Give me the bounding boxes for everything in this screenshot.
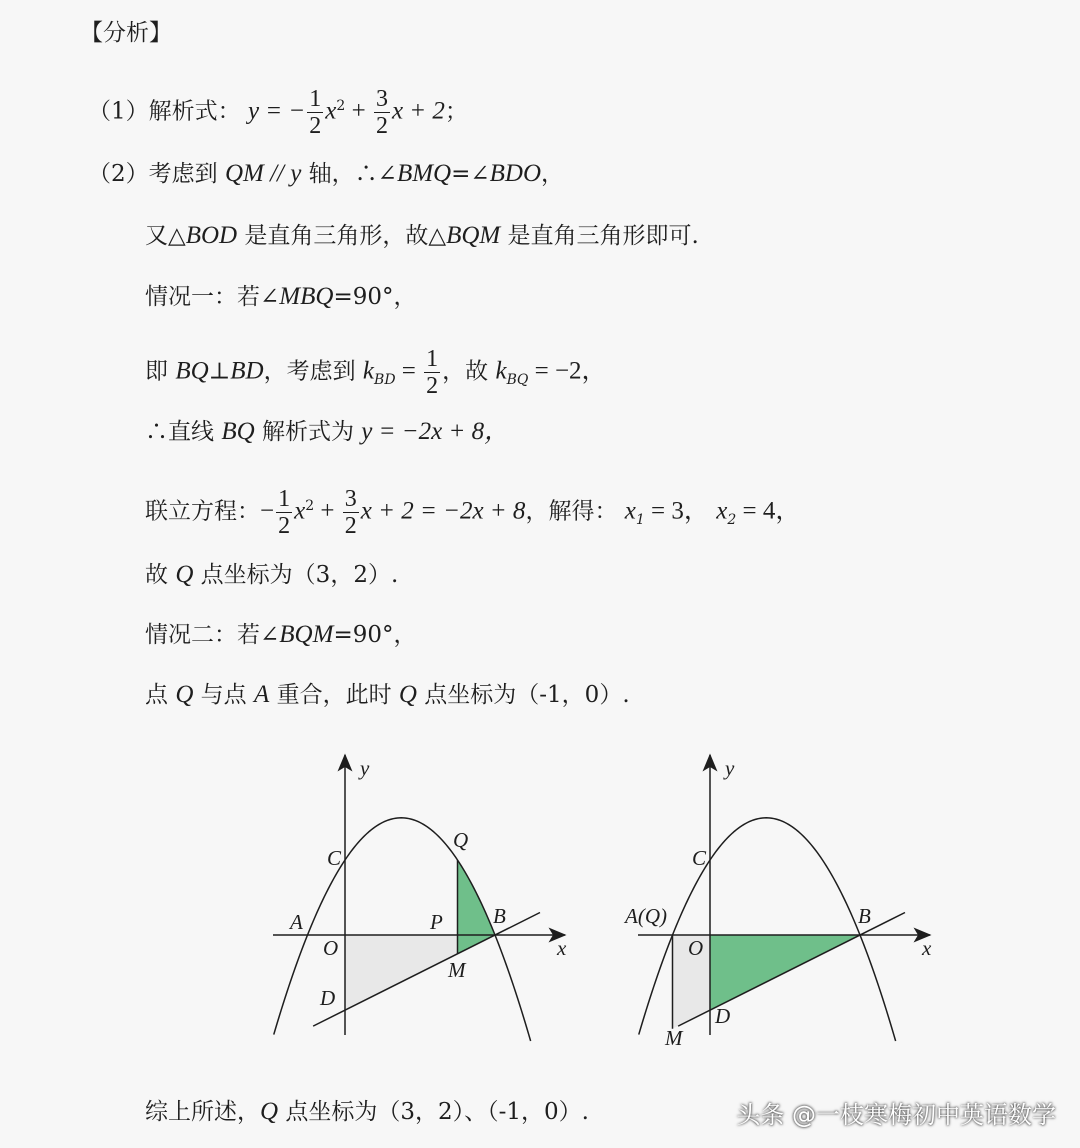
label-aq: A(Q) [625, 904, 667, 928]
figure-case-one [273, 755, 567, 1041]
label-o: O [688, 936, 704, 960]
figure-case-two [623, 755, 932, 1050]
label-p: P [430, 910, 443, 934]
label-m: M [448, 958, 466, 982]
slope-line: 即 BQ⊥BD，考虑到 $k_{BD}$ = $\frac{1}{2}$ ，故 $k_{BQ} = -2$， [145, 346, 607, 399]
q-coordinate-line: 故 Q 点坐标为（3，2）. [145, 561, 399, 588]
figures [0, 740, 1080, 1060]
q-coincides-a-line: 点 Q 与点 A 重合，此时 Q 点坐标为（-1，0）. [145, 681, 630, 708]
label-d: D [320, 986, 336, 1010]
label-o: O [323, 936, 339, 960]
part1-line: （1）解析式： y = − $\frac{1}{2}$ $x^2$ + $\frac{3}{2}$ x + 2； [88, 86, 468, 139]
label-d: D [715, 1004, 731, 1028]
line-bq-equation: ∴直线 BQ 解析式为 y = −2x + 8， [145, 418, 510, 445]
eq-lhs: y = − [247, 97, 306, 125]
case2-heading: 情况二：若∠BQM=90°， [145, 621, 417, 648]
right-triangle-line: 又△BOD 是直角三角形，故△BQM 是直角三角形即可. [145, 222, 699, 249]
label-q: Q [453, 828, 469, 852]
part2-line: （2）考虑到 QM // y 轴，∴∠BMQ=∠BDO， [88, 160, 565, 187]
part1-label: （1）解析式： [88, 98, 241, 125]
fraction: $\frac{3}{2}$ [375, 86, 388, 139]
green-triangle-qbm [458, 860, 496, 954]
label-x: x [557, 936, 567, 960]
label-b: B [858, 904, 871, 928]
label-a: A [290, 910, 303, 934]
label-b: B [493, 904, 506, 928]
simultaneous-equation-line: 联立方程：− $\frac{1}{2}$ $x^2$ + $\frac{3}{2}$ x + 2 = −2x + 8，解得： $x_1 = 3$， $x_2 = 4$， [145, 486, 801, 539]
fraction: $\frac{1}{2}$ [309, 86, 322, 139]
label-c: C [327, 846, 342, 870]
label-c: C [692, 846, 707, 870]
label-y: y [725, 756, 735, 780]
gray-region [345, 935, 458, 1010]
heading: 【分析】 [80, 20, 172, 46]
parabola [274, 818, 531, 1041]
label-y: y [360, 756, 370, 780]
label-m: M [665, 1026, 683, 1050]
watermark: 头条 @一枝寒梅初中英语数学 [736, 1101, 1056, 1129]
case1-heading: 情况一：若∠MBQ=90°， [145, 283, 417, 310]
conclusion-line: 综上所述，Q 点坐标为（3，2）、（-1，0）. [145, 1098, 589, 1125]
label-x: x [922, 936, 932, 960]
